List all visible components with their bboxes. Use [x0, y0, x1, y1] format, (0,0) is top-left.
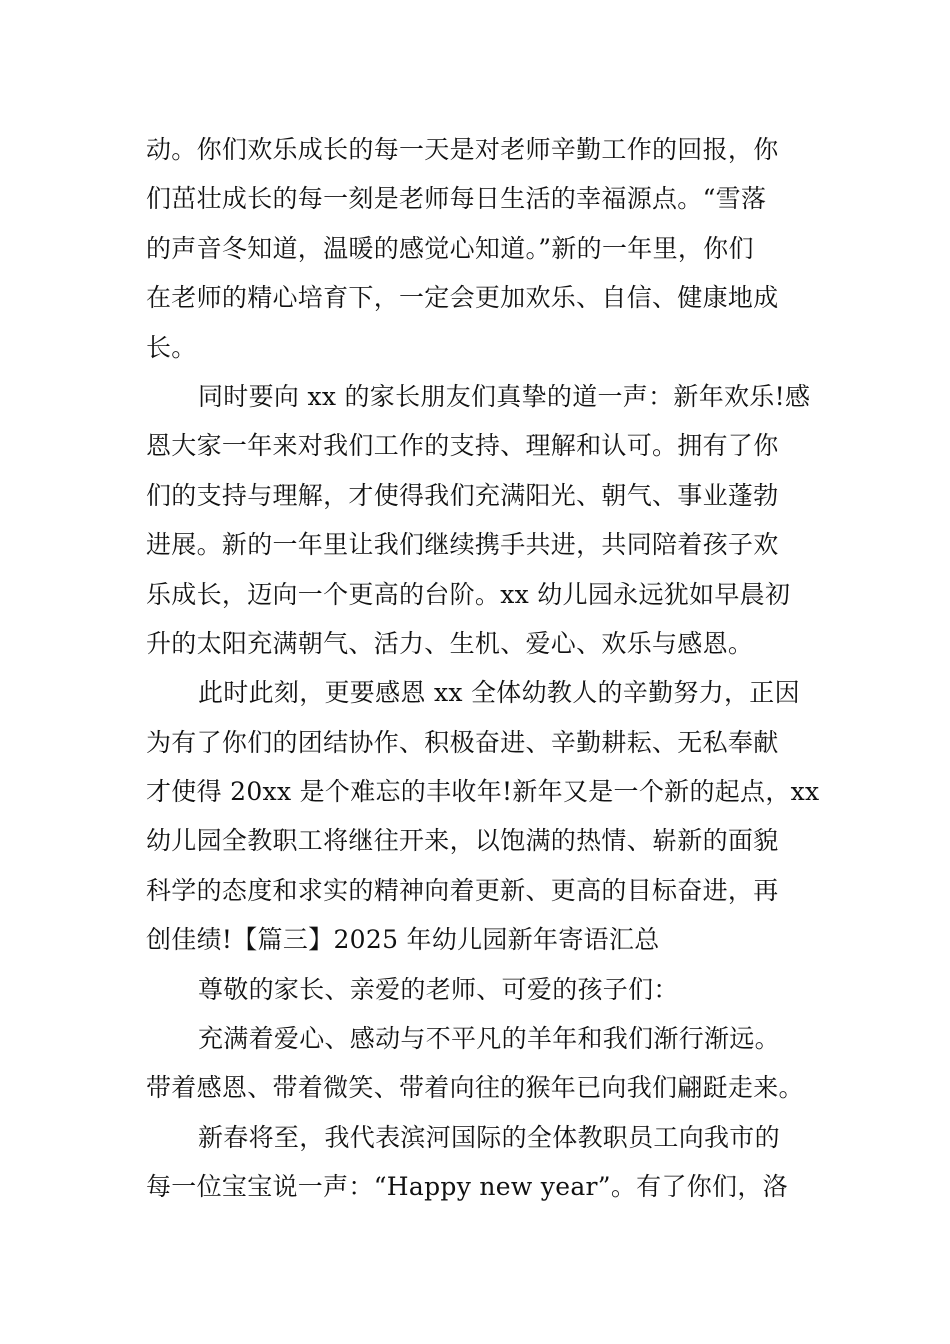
paragraph-start-line: 此时此刻，更要感恩 xx 全体幼教人的辛勤努力，正因: [198, 678, 800, 708]
text-line: 们茁壮成长的每一刻是老师每日生活的幸福源点。“雪落: [146, 184, 767, 214]
text-line: 乐成长，迈向一个更高的台阶。xx 幼儿园永远犹如早晨初: [146, 579, 791, 609]
document-body: [146, 125, 820, 1212]
text-line: 长。: [146, 332, 197, 362]
text-line: 进展。新的一年里让我们继续携手共进，共同陪着孩子欢: [146, 530, 779, 560]
text-line: 升的太阳充满朝气、活力、生机、爱心、欢乐与感恩。: [146, 628, 754, 658]
text-line: 才使得 20xx 是个难忘的丰收年!新年又是一个新的起点，xx: [146, 777, 820, 807]
text-line: 动。你们欢乐成长的每一天是对老师辛勤工作的回报，你: [146, 135, 779, 164]
text-line: 在老师的精心培育下，一定会更加欢乐、自信、健康地成: [146, 283, 779, 313]
paragraph-start-line: 同时要向 xx 的家长朋友们真挚的道一声：新年欢乐!感: [198, 381, 811, 411]
paragraph-start-line: 充满着爱心、感动与不平凡的羊年和我们渐行渐远。: [198, 1024, 780, 1054]
text-line: 为有了你们的团结协作、积极奋进、辛勤耕耘、无私奉献: [146, 727, 779, 757]
text-line: 们的支持与理解，才使得我们充满阳光、朝气、事业蓬勃: [146, 480, 779, 510]
section-heading-line: 创佳绩!【篇三】2025 年幼儿园新年寄语汇总: [146, 925, 660, 955]
text-line: 的声音冬知道，温暖的感觉心知道。”新的一年里，你们: [146, 233, 754, 263]
paragraph-start-line: 新春将至，我代表滨河国际的全体教职员工向我市的: [198, 1122, 780, 1152]
text-line: 带着感恩、带着微笑、带着向往的猴年已向我们翩跹走来。: [146, 1073, 804, 1103]
text-line: 每一位宝宝说一声：“Happy new year”。有了你们，洛: [146, 1172, 788, 1202]
salutation-line: 尊敬的家长、亲爱的老师、可爱的孩子们：: [198, 974, 679, 1004]
text-line: 恩大家一年来对我们工作的支持、理解和认可。拥有了你: [146, 431, 779, 461]
text-line: 幼儿园全教职工将继往开来，以饱满的热情、崭新的面貌: [146, 826, 779, 856]
text-line: 科学的态度和求实的精神向着更新、更高的目标奋进，再: [146, 875, 779, 905]
